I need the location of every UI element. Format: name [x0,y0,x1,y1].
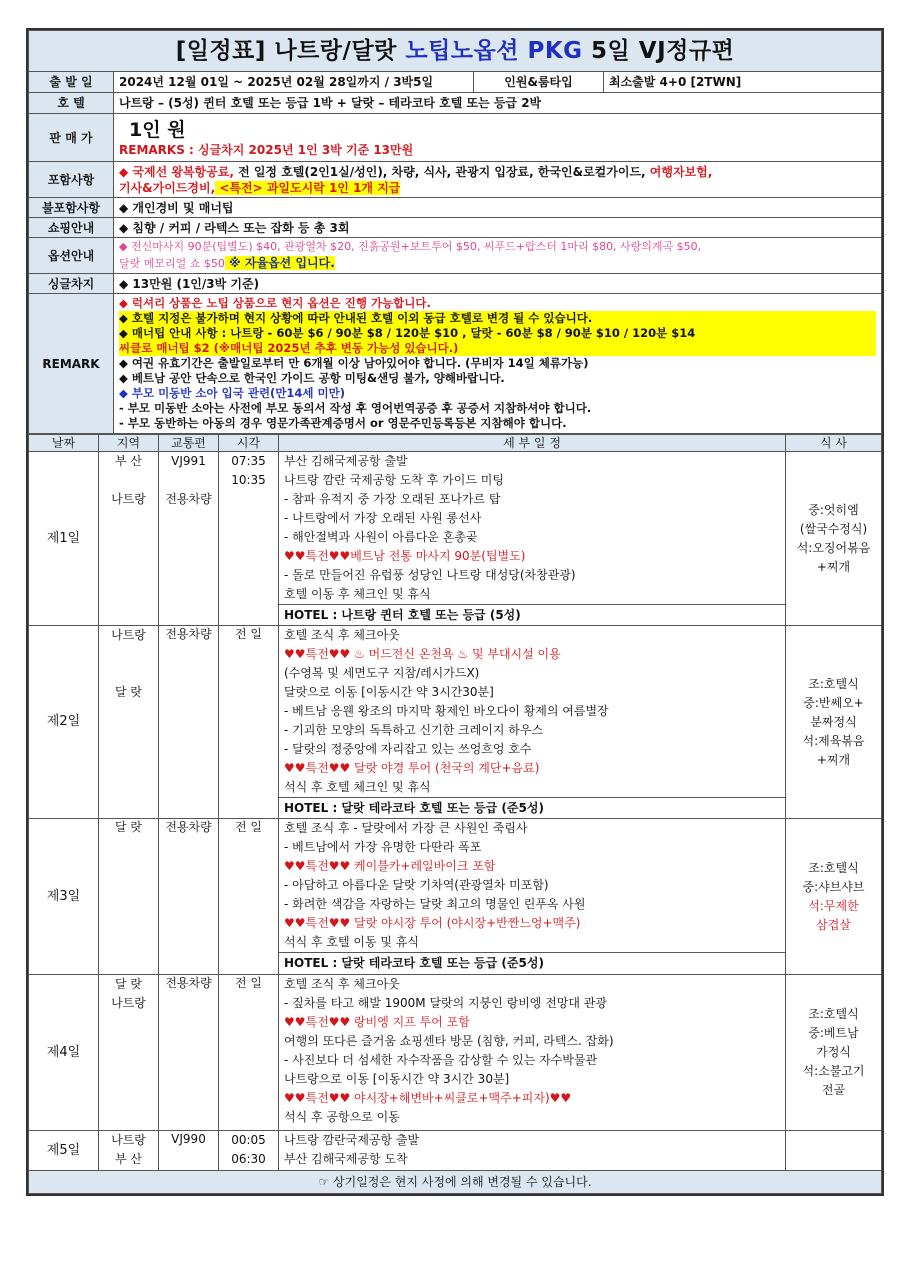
day-meals: 중:엇히엠 (쌀국수정식) 석:오징어볶음 +찌개 [786,452,882,626]
header-date: 날짜 [29,435,99,452]
footer-note: ☞ 상기일정은 현지 사정에 의해 변경될 수 있습니다. [29,1171,882,1194]
day-transport: 전용차량 [159,626,219,819]
excl-value: ◆ 개인경비 및 매너팁 [114,198,882,218]
price-value: 1인 원 [129,118,186,141]
day-meals: 조:호텔식 중:베트남 가정식 석:소불고기 전골 [786,975,882,1131]
single-value: ◆ 13만원 (1인/3박 기준) [114,274,882,294]
excl-label: 불포함사항 [29,198,114,218]
remark-item: ◆ 럭셔리 상품은 노팁 상품으로 현지 옵션은 진행 가능합니다. [119,296,431,310]
remark-item: 씨클로 매너팁 $2 (※매너팁 2025년 추후 변동 가능성 있습니다.) [119,341,876,356]
remark-item: ◆ 매너팁 안내 사항 : 나트랑 - 60분 $6 / 90분 $8 / 120분 $10 , 달랏 - 60분 $8 / 90분 $10 / 120분 $14 [119,326,876,341]
day-region: 달 랏 나트랑 [99,975,159,1131]
day-transport: VJ991 전용차량 [159,452,219,626]
day-transport: 전용차량 [159,975,219,1131]
schedule-header [29,435,882,452]
hotel-value: 나트랑 – (5성) 퀸터 호텔 또는 등급 1박 + 달랏 – 테라코타 호텔 또는 등급 2박 [114,93,882,114]
day-row [29,819,882,975]
remark-item: - 부모 미동반 소아는 사전에 부모 동의서 작성 후 영어번역공증 후 공증서 지참하셔야 합니다. [119,401,592,415]
day-meals [786,1131,882,1171]
shop-value: ◆ 침향 / 커피 / 라텍스 또는 잡화 등 총 3회 [114,218,882,238]
day-hotel: HOTEL : 달랏 테라코타 호텔 또는 등급 (준5성) [279,952,785,973]
day-meals: 조:호텔식 중:샤브샤브 석:무제한 삼겹살 [786,819,882,975]
info-table [28,30,882,434]
opt-value: ◆ 전신마사지 90분(팁별도) $40, 관광열차 $20, 진흙공원+보트투어 $50, 씨푸드+랍스터 1마리 $80, 사랑의계곡 $50, 달랏 메모리얼 쇼 $50 ※ 자율옵션 입니다. [114,238,882,274]
remark-item: ◆ 여권 유효기간은 출발일로부터 만 6개월 이상 남아있어야 합니다. (무비자 14일 체류가능) [119,356,589,370]
price-label: 판 매 가 [29,114,114,162]
remark-item: ◆ 베트남 공안 단속으로 한국인 가이드 공항 미팅&샌딩 불가, 양해바랍니다. [119,371,505,385]
remark-list [114,294,882,434]
day-label: 제5일 [29,1131,99,1171]
remark-item: ◆ 호텔 지정은 불가하며 현지 상황에 따라 안내된 호텔 이외 동급 호텔로 변경 될 수 있습니다. [119,311,876,326]
shop-label: 쇼핑안내 [29,218,114,238]
day-label: 제4일 [29,975,99,1131]
day-detail: 호텔 조식 후 체크아웃 - 짚차를 타고 해발 1900M 달랏의 지붕인 랑비엥 전망대 관광 ♥♥특전♥♥ 랑비엥 지프 투어 포함 여행의 또다른 즐거움 쇼핑센타 방문 (침향, 커피, 라텍스. 잡화) - 사진보다 더 섬세한 자수작품을 감상할 수 있는 자수박물관 나트랑으로 이동 [이동시간 약 3시간 30분] ♥♥특전♥♥ 야시장+해변바+씨클로+맥주+피자)♥♥ 석식 후 공항으로 이동 [279,975,786,1131]
incl-value: ◆ 국제선 왕복항공료, 전 일정 호텔(2인1실/성인), 차량, 식사, 관광지 입장료, 한국인&로컬가이드, 여행자보험, 기사&가이드경비, <특전> 과일도시락 1인 1개 지급 [114,162,882,198]
price-remarks: REMARKS : 싱글차지 2025년 1인 3박 기준 13만원 [119,142,414,157]
page-title: [일정표] 나트랑/달랏 노팁노옵션 PKG 5일 VJ정규편 [29,31,882,72]
day-meals: 조:호텔식 중:반쎄오+ 분짜정식 석:제육볶음 +찌개 [786,626,882,819]
remark-item: - 부모 동반하는 아동의 경우 영문가족관계증명서 or 영문주민등록등본 지참해야 합니다. [119,416,567,430]
day-time: 전 일 [219,626,279,819]
header-detail: 세 부 일 정 [279,435,786,452]
day-detail: 호텔 조식 후 체크아웃 ♥♥특전♥♥ ♨ 머드전신 온천욕 ♨ 및 부대시설 이용 (수영복 및 세면도구 지참/레시가드X) 달랏으로 이동 [이동시간 약 3시간30분] - 베트남 응웬 왕조의 마지막 황제인 바오다이 황제의 여름별장 - 기괴한 모양의 독특하고 신기한 크레이지 하우스 - 달랏의 정중앙에 자리잡고 있는 쓰엉흐엉 호수 ♥♥특전♥♥ 달랏 야경 투어 (천국의 계단+음료) 석식 후 호텔 체크인 및 휴식 HOTEL : 달랏 테라코타 호텔 또는 등급 (준5성) [279,626,786,819]
day-region: 달 랏 [99,819,159,975]
day-label: 제3일 [29,819,99,975]
day-transport: 전용차량 [159,819,219,975]
day-time: 전 일 [219,819,279,975]
schedule-table [28,434,882,1194]
day-transport: VJ990 [159,1131,219,1171]
room-label: 인원&룸타입 [474,72,604,93]
remark-item: ◆ 부모 미동반 소아 입국 관련(만14세 미만) [119,386,346,400]
min-depart: 최소출발 4+0 [2TWN] [604,72,882,93]
day-row [29,626,882,819]
day-label: 제2일 [29,626,99,819]
price-cell [114,114,882,162]
day-detail: 호텔 조식 후 - 달랏에서 가장 큰 사원인 죽림사 - 베트남에서 가장 유명한 다딴라 폭포 ♥♥특전♥♥ 케이블카+레일바이크 포함 - 아담하고 아름다운 달랏 기차역(관광열차 미포함) - 화려한 색감을 자랑하는 달랏 최고의 명물인 린푸옥 사원 ♥♥특전♥♥ 달랏 야시장 투어 (야시장+반짠느엉+맥주) 석식 후 호텔 이동 및 휴식 HOTEL : 달랏 테라코타 호텔 또는 등급 (준5성) [279,819,786,975]
incl-label: 포함사항 [29,162,114,198]
day-row [29,975,882,1131]
remark-label: REMARK [29,294,114,434]
header-region: 지역 [99,435,159,452]
day-time: 00:05 06:30 [219,1131,279,1171]
day-row [29,452,882,626]
header-time: 시각 [219,435,279,452]
depart-label: 출 발 일 [29,72,114,93]
itinerary-document [26,28,884,1196]
day-time: 07:35 10:35 [219,452,279,626]
day-detail: 나트랑 깜란국제공항 출발 부산 김해국제공항 도착 [279,1131,786,1171]
opt-label: 옵션안내 [29,238,114,274]
day-row [29,1131,882,1171]
day-hotel: HOTEL : 달랏 테라코타 호텔 또는 등급 (준5성) [279,797,785,818]
day-detail: 부산 김해국제공항 출발 나트랑 깜란 국제공항 도착 후 가이드 미팅 - 참파 유적지 중 가장 오래된 포나가르 탑 - 나트랑에서 가장 오래된 사원 롱선사 - 해안절벽과 사원이 아름다운 혼총곶 ♥♥특전♥♥베트남 전통 마사지 90분(팁별도) - 돌로 만들어진 유럽풍 성당인 나트랑 대성당(차창관광) 호텔 이동 후 체크인 및 휴식 HOTEL : 나트랑 퀸터 호텔 또는 등급 (5성) [279,452,786,626]
day-hotel: HOTEL : 나트랑 퀸터 호텔 또는 등급 (5성) [279,604,785,625]
day-region: 나트랑 달 랏 [99,626,159,819]
day-region: 나트랑 부 산 [99,1131,159,1171]
day-label: 제1일 [29,452,99,626]
header-meals: 식 사 [786,435,882,452]
header-transport: 교통편 [159,435,219,452]
depart-value: 2024년 12월 01일 ~ 2025년 02월 28일까지 / 3박5일 [114,72,474,93]
hotel-label: 호 텔 [29,93,114,114]
day-region: 부 산 나트랑 [99,452,159,626]
single-label: 싱글차지 [29,274,114,294]
day-time: 전 일 [219,975,279,1131]
